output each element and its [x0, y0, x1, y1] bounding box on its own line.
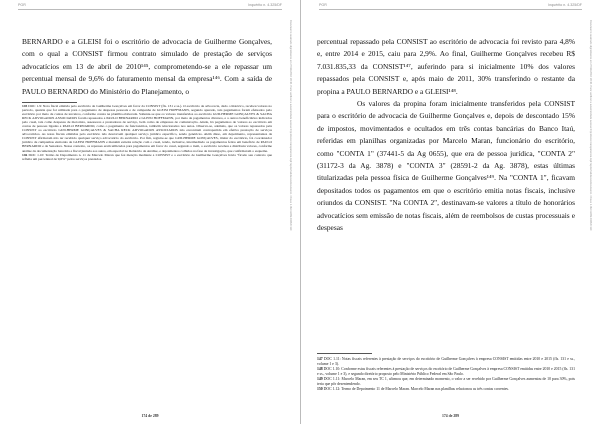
footnote-number: 146 — [22, 152, 28, 157]
header-right-label: Inquérito n. 4.325/DF — [548, 3, 582, 7]
footnote-149[interactable] — [317, 377, 575, 386]
footnote-text: DOC 1.11: Notas fiscais referentes à prestação de serviços do escritório de Guilherme Gonçalves à empresa CONSIST emitidas entre 2010 e 2015 (fls. 131 e ss., volume 1 e 3). — [317, 357, 576, 366]
footnote-146[interactable] — [22, 153, 272, 161]
footnotes — [317, 357, 575, 392]
footnote-148[interactable] — [317, 367, 575, 376]
header-left-label: PGR — [319, 3, 327, 7]
header-rule — [319, 9, 582, 10]
footnote-145[interactable] — [22, 104, 272, 153]
footnote-text: DOC 1.10: Termo de Depoimento n. 11 de Marcelo Maran que fez menção mediante a CONSIST e o escritório de Guilherme Gonçalves havia "ficado seu contrato que refletia um percentual de 9,6%" pelos serviços prestados. — [22, 152, 273, 161]
body-paragraph[interactable]: Os valores da propina foram inicialmente transferidos pela CONSIST para o escritório de advocacia de Guilherme Gonçalves e, depois de descontado 15% de impostos, movimentados e ocultados em três contas bancárias do Banco Itaú, referidas em planilhas organizadas por Marcelo Maran, funcionário do escritório, como "CONTA 1" (37441-5 da Ag 0655), que era de pessoa jurídica, "CONTA 2" (31172-3 da Ag. 3878) e "CONTA 3" (28591-2 da Ag. 3878), estas últimas titularizadas pela pessoa física de Guilherme Gonçalves¹⁴⁹. Na "CONTA 1", ficavam depositados todos os pagamentos em que o escritório emitia notas fiscais, inclusive oriundos da CONSIST. "Na CONTA 2", destinavam-se valores a título de honorários advocatícios sem emissão de notas fiscais, além de reembolsos de custas processuais e despesas — [317, 99, 575, 233]
footnote-number: 149 — [317, 377, 323, 381]
body-paragraph[interactable]: percentual repassado pela CONSIST ao escritório de advocacia foi revisto para 4,8% e, entre 2014 e 2015, caiu para 2,9%. Ao final, Guilherme Gonçalves recebeu R$ 7.031.835,33 da CONSIST¹⁴⁷, auferindo para si inicialmente 10% dos valores repassados pela CONSIST e, após maio de 2011, 30% transferindo o restante da propina a PAULO BERNARDO e a GLEISI¹⁴⁸. — [317, 37, 575, 96]
footnote-number: 150 — [317, 387, 323, 391]
footnote-number: 147 — [317, 357, 323, 361]
footnote-number: 145 — [22, 104, 28, 108]
footnote-147[interactable] — [317, 357, 575, 366]
page-number: 174 de 289 — [141, 414, 159, 418]
header-left-label: PGR — [18, 3, 26, 7]
body-text — [317, 36, 575, 235]
footnote-number: 148 — [317, 367, 323, 371]
body-paragraph[interactable]: BERNARDO e a GLEISI foi o escritório de advocacia de Guilherme Gonçalves, com o qual a CONSIST firmou contrato simulado de prestação de serviços advocatícios em 13 de abril de 2010¹⁴⁵, comprometendo-se a ele repassar um percentual mensal de 9,6% do faturamento mensal da empresa¹⁴⁶. Com a saída de PAULO BERNARDO do Ministério do Planejamento, o — [22, 37, 272, 96]
page-right — [300, 0, 600, 424]
footnote-text: DOC 1.12: Termo de Depoimento 11 de Marcelo Maran. Marcelo Maran nas planilhas relacionou as três contas correntes. — [323, 387, 509, 391]
footnote-text: DOC 1.10: Conforme estas fiscais referentes à prestação de serviços do escritório de Guilherme Gonçalves à empresa CONSIST emitidas entre 2010 e 2015 (fls. 131 e ss., volume 1 e 3), e segundo diretório proposto pelo Ministério Público Federal em São Paulo. — [317, 367, 575, 376]
footnote-separator — [317, 353, 372, 354]
footnote-separator — [22, 102, 77, 103]
header-rule — [18, 9, 282, 10]
page-number: 174 de 289 — [441, 414, 460, 418]
footnote-text: DOC 1.9: Nota fiscal emitida pelo escritório de Guilherme Gonçalves em favor da CONSIST (fls. 131 e ss.). O escritório de advocacia, dado o histórico, recebeu valores no período, quantia que foi utilizada para o pagamento de despesas pessoais e de campanha de GLEISI HOFFMANN, segundo apurado, tais pagamentos foram efetuados pelo escritório por meio de contas de terceiros, conforme consta na planilha elaborada. Saliente-se que os valores transferidos ao escritório GUILHERME GONÇALVES & SACHA RECK ADVOGADOS ASSOCIADOS foram repassados a PAULO BERNARDO e GLEISI HOFFMANN, por meio de pagamentos diversos, e a outros beneficiários indicados pelo casal, tais como despesas de motorista, assessores e prestadores de serviço, bem como de empresas de comunicação. Ainda, há pagamentos de valores ao escritório em contas de pessoas ligadas a PAULO BERNARDO, como o pagamento de funcionários, também relacionados nos autos. Observe-se, ademais, que os valores repassados pela CONSIST ao escritório GUILHERME GONÇALVES & SACHA RECK ADVOGADOS ASSOCIADOS não encontram contrapartida em efetiva prestação de serviços advocatícios. As notas fiscais emitidas pelo escritório não descrevem qualquer serviço jurídico específico, sendo genéricas. Além disso, em depoimento, representantes da CONSIST afirmaram não ter recebido qualquer serviço advocatício do escritório. Por fim, registre-se que GUILHERME GONÇALVES, titular do escritório, foi coordenador jurídico de campanhas eleitorais de GLEISI HOFFMANN e mantém estreita relação com o casal, tendo, inclusive, intermediado os pagamentos feitos em benefício de PAULO BERNARDO e da Senadora. Nesse contexto, os repasses eram utilizados para pagamentos em favor do casal, segundo o item, o escritório recebeu e distribuiu valores, conforme análise da documentação bancária e fiscal juntada aos autos, em especial no Relatório de Análise, e depoimentos colhidos na fase de investigação, que confirmaram o esquema. — [22, 104, 273, 153]
footnote-150[interactable] — [317, 387, 575, 392]
signature-side-note: Documento assinado digitalmente em 07/11/2016 18:46. Para verificar a autenticidade acesse http://www.transparencia.mpf.mp.br/validacaodocumento. Chave 1.0EC3A8E.D3B2C11F — [289, 20, 292, 231]
signature-side-note: Documento assinado digitalmente em 07/11/2016 18:46. Para verificar a autenticidade acesse http://www.transparencia.mpf.mp.br/validacaodocumento. Chave 1.0EC3A8E.D3B2C11F — [589, 20, 592, 231]
footnotes — [22, 104, 272, 161]
header-right-label: Inquérito n. 4.325/DF — [248, 3, 282, 7]
footnote-text: DOC 1.11: Marcelo Maran, em seu TC 1, afirmou que, em determinado momento, o valor a ser recebido por Guilherme Gonçalves aumentou de 10 para 30%, pois teria que pôr desentendendo. — [317, 377, 575, 386]
